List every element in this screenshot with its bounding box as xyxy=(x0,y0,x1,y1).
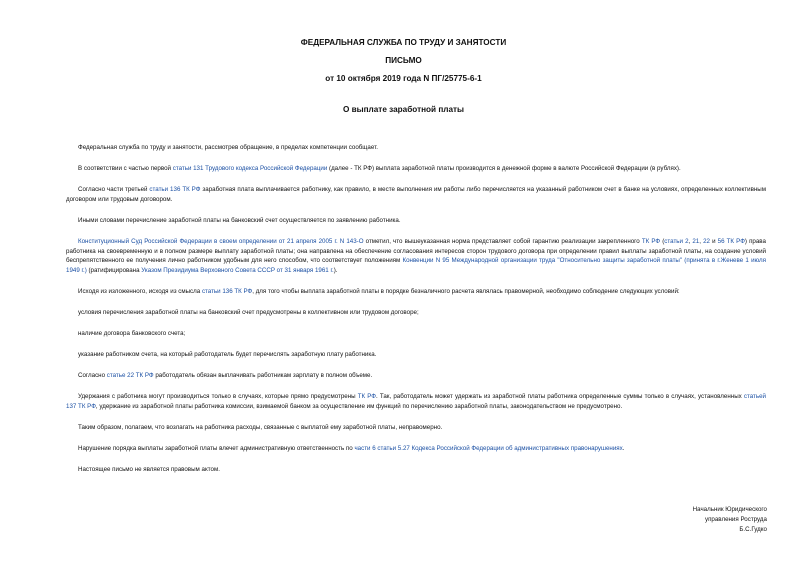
paragraph-text: Исходя из изложенного, исходя из смысла xyxy=(78,287,202,295)
paragraph xyxy=(66,308,766,318)
paragraph-text: наличие договора банковского счета; xyxy=(78,330,186,338)
paragraph-text: ) права работника на своевременную и в полном размере выплату заработной платы; она направлена на обеспечение согласования интересов сторон трудового договора при определении правил выплаты заработной платы, на создание условий беспрепятственного ее получения лично работником удобным для него способом, что соответствует положениям xyxy=(66,237,766,265)
paragraph xyxy=(66,392,766,411)
paragraph-text: отметил, что вышеуказанная норма представляет собой гарантию реализации закрепленного xyxy=(363,237,642,245)
paragraph xyxy=(66,444,766,454)
legal-reference-link[interactable]: статье 22 ТК РФ xyxy=(106,372,154,380)
paragraph-text: ( xyxy=(660,237,665,245)
paragraph-text: Федеральная служба по труду и занятости, рассмотрев обращение, в пределах компетенции сообщает. xyxy=(78,144,378,151)
paragraph xyxy=(66,237,766,275)
paragraph-text: Таким образом, полагаем, что возлагать на работника расходы, связанные с выплатой ему заработной платы, неправомерно. xyxy=(78,424,443,431)
paragraph-text: , xyxy=(688,237,693,245)
paragraph-text: Настоящее письмо не является правовым актом. xyxy=(78,466,220,474)
paragraph-text: , для того чтобы выплата заработной платы в порядке безналичного расчета являлась правомерной, необходимо соблюдение следующих условий: xyxy=(252,287,680,295)
legal-reference-link[interactable]: ТК РФ xyxy=(357,393,376,401)
paragraph-text: указание работником счета, на который работодатель будет перечислять заработную плату работника. xyxy=(78,351,377,359)
legal-reference-link[interactable]: Конвенции N 95 Международной организации труда "Относительно защиты заработной платы" (принята в г.Женеве 1 июля 1949 г.) xyxy=(66,257,766,274)
legal-reference-link[interactable]: статьи 2 xyxy=(664,237,689,245)
paragraph-text: . xyxy=(622,445,625,453)
paragraph-text: Согласно части третьей xyxy=(78,186,150,194)
paragraph-text: и xyxy=(709,237,718,245)
paragraph-text: (ратифицирована xyxy=(86,266,142,274)
paragraph xyxy=(66,164,766,174)
paragraph-text: (далее - ТК РФ) выплата заработной платы производится в денежной форме в валюте Российской Федерации (в рублях). xyxy=(327,165,681,173)
legal-reference-link[interactable]: статьи 131 Трудового кодекса Российской Федерации xyxy=(172,165,328,173)
legal-reference-link[interactable]: статьи 136 ТК РФ xyxy=(201,287,253,295)
agency-heading: ФЕДЕРАЛЬНАЯ СЛУЖБА ПО ТРУДУ И ЗАНЯТОСТИ xyxy=(300,38,507,47)
legal-reference-link[interactable]: Указом Президиума Верховного Совета СССР от 31 января 1961 г. xyxy=(141,266,334,274)
signature-name: Б.С.Гудко xyxy=(739,526,767,533)
paragraph-text: Иными словами перечисление заработной платы на банковский счет осуществляется по заявлению работника. xyxy=(78,216,401,224)
document-subject-heading: О выплате заработной платы xyxy=(342,105,465,114)
paragraph-text: ). xyxy=(333,266,338,274)
legal-reference-link[interactable]: статьи 136 ТК РФ xyxy=(149,186,201,194)
paragraph-text: В соответствии с частью первой xyxy=(78,165,173,173)
signature-block xyxy=(693,505,767,535)
legal-reference-link[interactable]: 21 xyxy=(692,237,700,245)
legal-reference-link[interactable]: 56 ТК РФ xyxy=(717,237,745,245)
paragraph xyxy=(66,350,766,360)
paragraph xyxy=(66,465,766,475)
legal-reference-link[interactable]: 22 xyxy=(703,237,710,245)
legal-reference-link[interactable]: Конституционный Суд Российской Федерации в своем определении от 21 апреля 2005 г. N 143-О xyxy=(78,237,364,245)
paragraph-text: Удержания с работника могут производиться только в случаях, которые прямо предусмотрены xyxy=(78,393,358,401)
paragraph xyxy=(66,216,766,226)
paragraph-text: работодатель обязан выплачивать работникам зарплату в полном объеме. xyxy=(153,372,373,380)
paragraph-text: Согласно xyxy=(78,372,107,380)
paragraph-text: . Так, работодатель может удержать из заработной платы работника определенные суммы только в случаях, установленных xyxy=(376,393,744,401)
paragraph xyxy=(66,371,766,381)
legal-reference-link[interactable]: части 6 статьи 5.27 Кодекса Российской Федерации об административных правонарушениях xyxy=(354,445,623,453)
paragraph xyxy=(66,143,766,153)
paragraph-text: , xyxy=(699,237,704,245)
paragraph xyxy=(66,185,766,204)
document-date-heading: от 10 октября 2019 года N ПГ/25775-6-1 xyxy=(325,74,482,83)
paragraph xyxy=(66,423,766,433)
legal-reference-link[interactable]: статьей 137 ТК РФ xyxy=(66,393,766,410)
document-type-heading: ПИСЬМО xyxy=(385,56,422,65)
legal-reference-link[interactable]: ТК РФ xyxy=(641,237,661,245)
paragraph-text: заработная плата выплачивается работнику, как правило, в месте выполнения им работы либо перечисляется на указанный работником счет в банке на условиях, определенных коллективным договором или трудовым договором. xyxy=(66,186,766,203)
paragraph xyxy=(66,329,766,339)
signature-position: Начальник Юридического xyxy=(692,506,767,513)
paragraph-text: Нарушение порядка выплаты заработной платы влечет административную ответственность по xyxy=(78,445,355,453)
paragraph xyxy=(66,287,766,297)
paragraph-text: условия перечисления заработной платы на банковский счет предусмотрены в коллективном или трудовом договоре; xyxy=(78,308,419,316)
signature-department: управления Роструда xyxy=(704,516,767,523)
document-body xyxy=(66,143,766,486)
paragraph-text: , удержание из заработной платы работника комиссии, взимаемой банком за осуществление им функций по перечислению заработной платы, законодательством не предусмотрено. xyxy=(95,402,623,410)
